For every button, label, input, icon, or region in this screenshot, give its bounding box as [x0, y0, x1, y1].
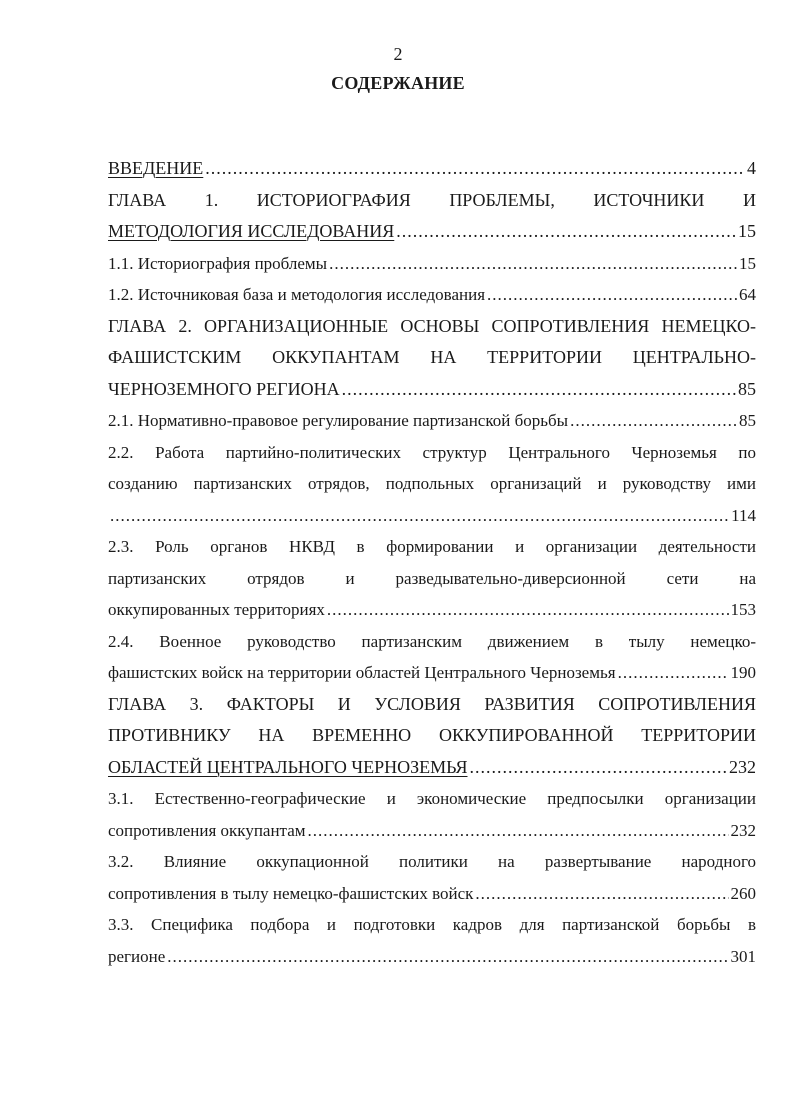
table-of-contents: [108, 153, 756, 972]
toc-entry-introduction[interactable]: [108, 153, 756, 185]
leader-dots: [308, 815, 729, 847]
leader-dots: [110, 500, 729, 532]
toc-entry-title-line: фашистских войск на территории областей Центрального Черноземья: [108, 663, 616, 682]
toc-entry-title: 2.1. Нормативно-правовое регулирование партизанской борьбы: [108, 411, 569, 430]
leader-dots: [329, 248, 737, 280]
leader-dots: [487, 279, 737, 311]
toc-entry-title-line: ЧЕРНОЗЕМНОГО РЕГИОНА: [108, 378, 340, 399]
toc-entry-title: 1.2. Источниковая база и методология исследования: [108, 285, 486, 304]
toc-entry-title-line: ГЛАВА 3. ФАКТОРЫ И УСЛОВИЯ РАЗВИТИЯ СОПРОТИВЛЕНИЯ: [108, 693, 756, 714]
toc-page-number: 190: [730, 663, 756, 682]
toc-entry-section-2-1[interactable]: [108, 405, 756, 437]
toc-page-number: 64: [739, 285, 756, 304]
toc-entry-title-line: ГЛАВА 1. ИСТОРИОГРАФИЯ ПРОБЛЕМЫ, ИСТОЧНИКИ И: [108, 189, 756, 210]
toc-entry-title-line: ПРОТИВНИКУ НА ВРЕМЕННО ОККУПИРОВАННОЙ ТЕРРИТОРИИ: [108, 725, 756, 745]
toc-page-number: 153: [730, 600, 756, 619]
toc-entry-title-line: 3.1. Естественно-географические и экономические предпосылки организации: [108, 789, 756, 808]
toc-entry-title-line: созданию партизанских отрядов, подпольных организаций и руководству ими: [108, 474, 756, 493]
toc-entry-title-line: ОБЛАСТЕЙ ЦЕНТРАЛЬНОГО ЧЕРНОЗЕМЬЯ: [108, 756, 468, 777]
page-number: 2: [393, 44, 403, 64]
toc-entry-title-line: 2.4. Военное руководство партизанским движением в тылу немецко-: [108, 631, 756, 651]
toc-page-number: 85: [738, 378, 756, 399]
toc-entry-title-line: ФАШИСТСКИМ ОККУПАНТАМ НА ТЕРРИТОРИИ ЦЕНТРАЛЬНО-: [108, 347, 756, 367]
toc-entry-section-2-2[interactable]: [108, 437, 756, 532]
leader-dots: [570, 405, 737, 437]
toc-entry-section-3-3[interactable]: [108, 909, 756, 972]
leader-dots: [205, 153, 745, 185]
toc-entry-title-line: сопротивления оккупантам: [108, 820, 306, 840]
toc-entry-section-2-4[interactable]: [108, 626, 756, 689]
toc-entry-title-line: партизанских отрядов и разведывательно-диверсионной сети на: [108, 568, 756, 588]
toc-entry-section-3-2[interactable]: [108, 846, 756, 909]
toc-entry-section-1-2[interactable]: [108, 279, 756, 311]
toc-entry-title-line: 3.3. Специфика подбора и подготовки кадров для партизанской борьбы в: [108, 915, 756, 934]
toc-page-number: 301: [730, 946, 756, 966]
leader-dots: [470, 752, 728, 784]
toc-page-number: 232: [730, 820, 756, 840]
toc-page-number: 85: [739, 411, 756, 430]
toc-page-number: 15: [739, 253, 756, 273]
toc-entry-title-line: оккупированных территориях: [108, 600, 325, 619]
toc-entry-title-line: 2.2. Работа партийно-политических структур Центрального Черноземья по: [108, 442, 756, 462]
toc-entry-chapter-2[interactable]: [108, 311, 756, 406]
leader-dots: [327, 594, 729, 626]
toc-entry-section-2-3[interactable]: [108, 531, 756, 626]
leader-dots: [342, 374, 736, 406]
leader-dots: [396, 216, 736, 248]
toc-entry-section-1-1[interactable]: [108, 248, 756, 280]
toc-entry-title-line: регионе: [108, 946, 166, 966]
toc-entry-title-line: МЕТОДОЛОГИЯ ИССЛЕДОВАНИЯ: [108, 221, 395, 241]
toc-page-number: 4: [747, 158, 756, 178]
toc-page-number: 232: [729, 756, 756, 777]
toc-entry-title: ВВЕДЕНИЕ: [108, 158, 204, 178]
toc-page-number: 260: [730, 883, 756, 903]
toc-entry-chapter-3[interactable]: [108, 689, 756, 784]
toc-page-number: 15: [738, 221, 756, 241]
leader-dots: [167, 941, 728, 973]
toc-entry-title-line: 2.3. Роль органов НКВД в формировании и организации деятельности: [108, 537, 756, 556]
toc-page-number: 114: [731, 505, 756, 525]
toc-entry-title-line: 3.2. Влияние оккупационной политики на развертывание народного: [108, 852, 756, 871]
toc-entry-section-3-1[interactable]: [108, 783, 756, 846]
toc-entry-title: 1.1. Историография проблемы: [108, 253, 328, 273]
toc-entry-title-line: ГЛАВА 2. ОРГАНИЗАЦИОННЫЕ ОСНОВЫ СОПРОТИВЛЕНИЯ НЕМЕЦКО-: [108, 315, 756, 336]
toc-entry-title-line: сопротивления в тылу немецко-фашистских войск: [108, 883, 474, 903]
toc-entry-chapter-1[interactable]: [108, 185, 756, 248]
leader-dots: [475, 878, 728, 910]
leader-dots: [618, 657, 729, 689]
page-title: СОДЕРЖАНИЕ: [331, 73, 465, 93]
